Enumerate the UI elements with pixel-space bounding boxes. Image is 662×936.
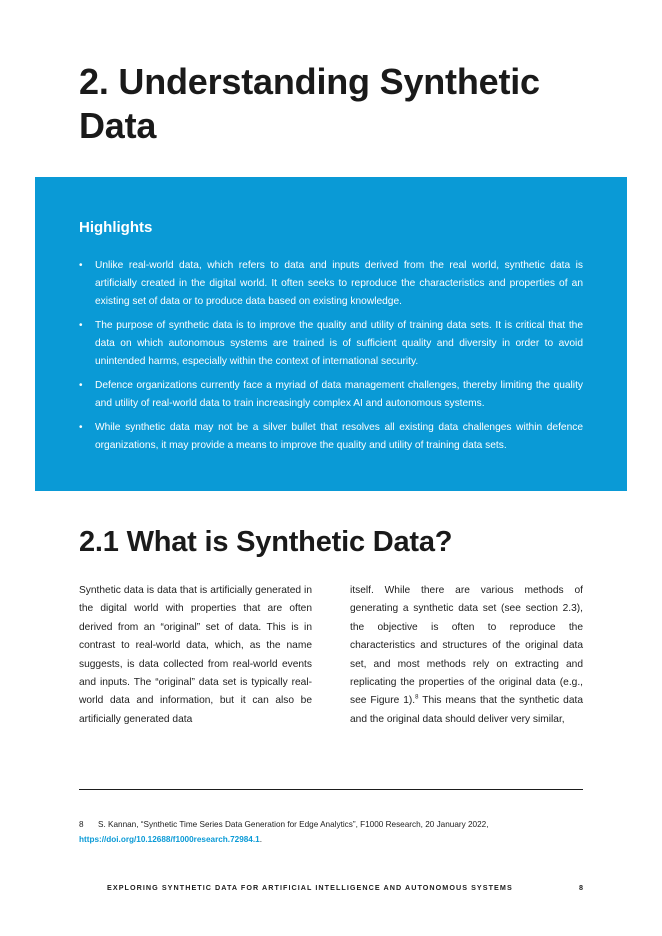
bullet-icon: •	[79, 320, 83, 331]
highlight-text: Unlike real-world data, which refers to data and inputs derived from the real world, synthetic data is artificially created in the digital world. It often seeks to reproduce the characteristics and properties of an existing set of data or to produce data based on existing knowledge.	[95, 260, 583, 307]
highlight-text: The purpose of synthetic data is to improve the quality and utility of training data sets. It is critical that the data on which autonomous systems are trained is of sufficient quality and diversity in order to avoid unintended harms, especially within the context of international security.	[95, 320, 583, 367]
footnote-divider	[79, 789, 583, 790]
highlight-item	[79, 377, 583, 413]
highlights-list	[79, 257, 583, 461]
highlight-item	[79, 317, 583, 371]
bullet-icon: •	[79, 422, 83, 433]
bullet-icon: •	[79, 380, 83, 391]
highlights-heading: Highlights	[79, 219, 153, 236]
footnote-reference[interactable]: 8	[415, 695, 419, 702]
highlight-text: While synthetic data may not be a silver bullet that resolves all existing data challenges within defence organizations, it may provide a means to improve the quality and utility of training data sets.	[95, 422, 583, 451]
footnote-number: 8	[79, 820, 84, 829]
body-text: This means that the synthetic data and the original data should deliver very similar,	[350, 695, 583, 725]
section-title: 2.1 What is Synthetic Data?	[79, 526, 453, 558]
highlight-item	[79, 419, 583, 455]
body-column-left: Synthetic data is data that is artificially generated in the digital world with properties that are often derived from an “original” set of data. This is in contrast to real-world data, which, as the name suggests, is data collected from real-world events and inputs. The “original” data set is typically real-world data and information, but it can also be artificially generated data	[79, 585, 312, 725]
footnote-link[interactable]: https://doi.org/10.12688/f1000research.72984.1	[79, 835, 260, 844]
body-column-right	[350, 582, 583, 729]
body-text: itself. While there are various methods of generating a synthetic data set (see section 2.3), the objective is often to reproduce the characteristics and structures of the original data set, and most methods rely on extracting and replicating the properties of the original data (e.g., see Figure 1).	[350, 585, 583, 707]
running-footer: EXPLORING SYNTHETIC DATA FOR ARTIFICIAL INTELLIGENCE AND AUTONOMOUS SYSTEMS	[107, 883, 513, 892]
page-number: 8	[579, 883, 583, 892]
footnote-trailing: .	[259, 835, 262, 844]
highlight-text: Defence organizations currently face a myriad of data management challenges, thereby limiting the quality and utility of real-world data to train increasingly complex AI and autonomous systems.	[95, 380, 583, 409]
footnote-text: S. Kannan, “Synthetic Time Series Data Generation for Edge Analytics”, F1000 Research, 20 January 2022,	[98, 820, 489, 829]
chapter-title: 2. Understanding Synthetic Data	[79, 61, 540, 146]
highlight-item	[79, 257, 583, 311]
footnote	[79, 817, 583, 847]
bullet-icon: •	[79, 260, 83, 271]
highlights-box	[35, 177, 627, 491]
